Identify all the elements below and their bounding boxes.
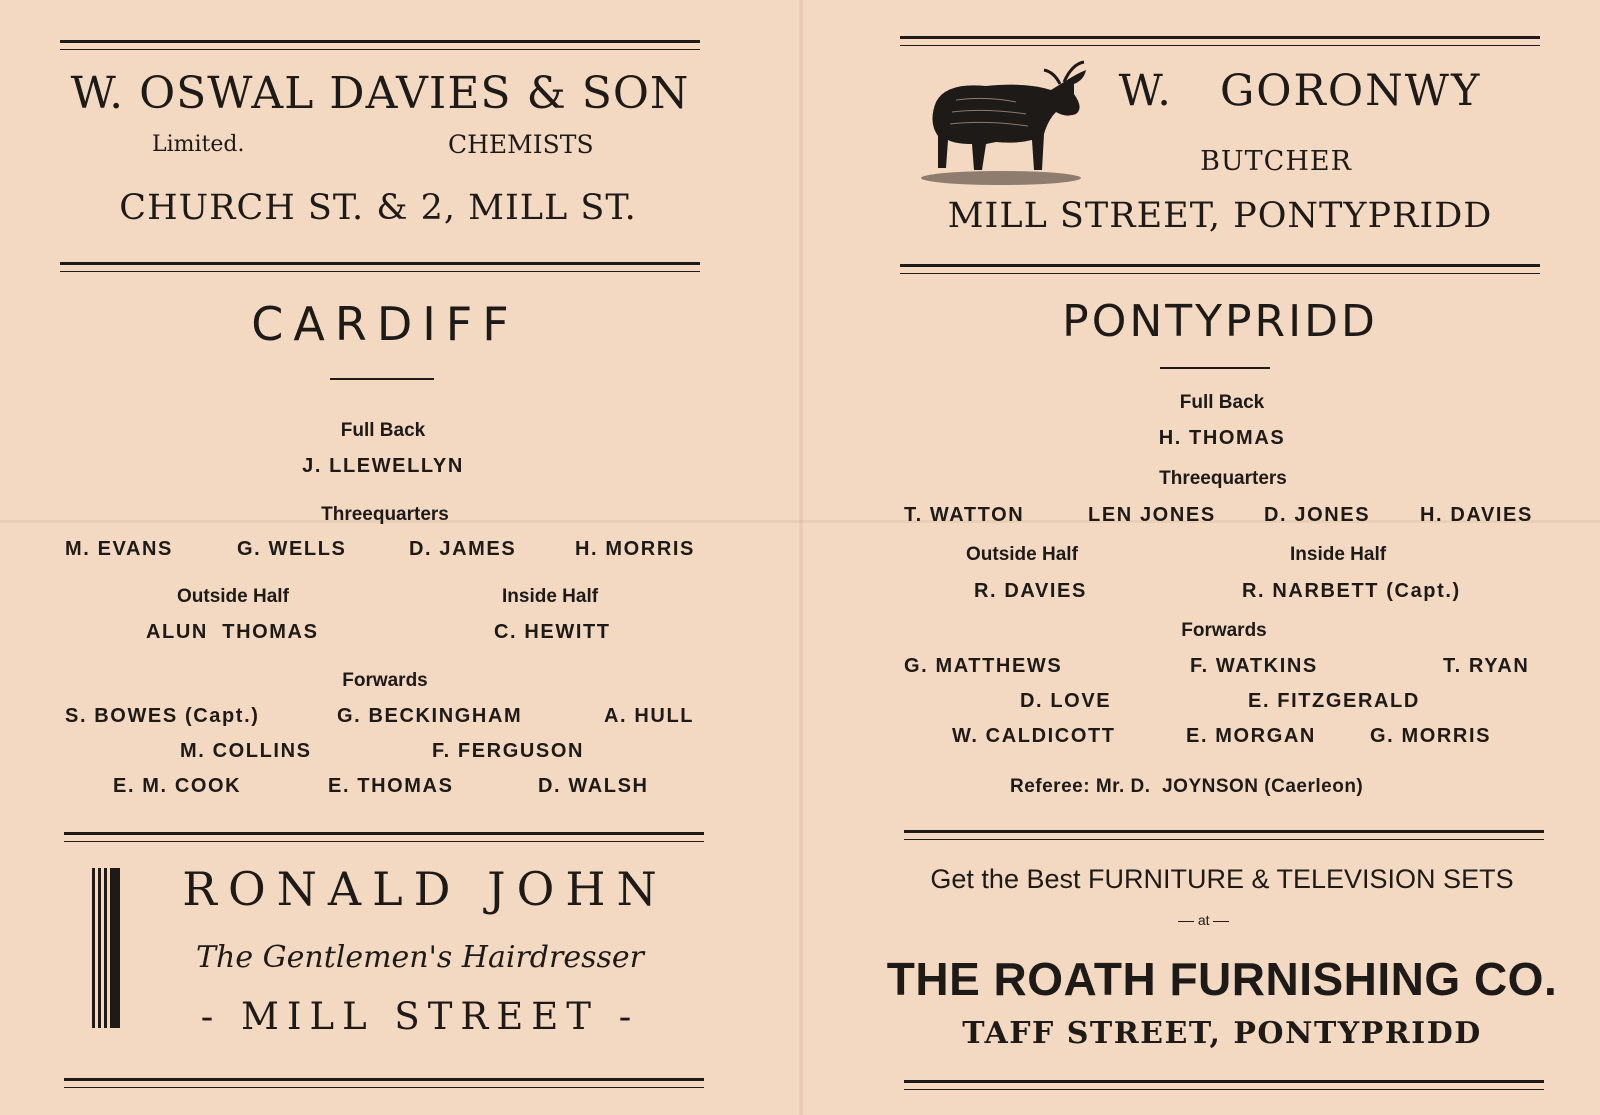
- divider-rule: [64, 1078, 704, 1088]
- forward-player: F. FERGUSON: [432, 740, 585, 762]
- forward-player: T. RYAN: [1443, 655, 1530, 677]
- outside-half-player: R. DAVIES: [974, 580, 1087, 602]
- forward-player: G. BECKINGHAM: [337, 705, 523, 727]
- threequarter-player: T. WATTON: [904, 504, 1025, 526]
- chemist-address: CHURCH ST. & 2, MILL ST.: [119, 188, 637, 228]
- divider-rule: [60, 40, 700, 50]
- chemist-company-name: W. OSWAL DAVIES & SON: [70, 68, 690, 119]
- inside-half-player: R. NARBETT (Capt.): [1242, 580, 1461, 602]
- inside-half-label: Inside Half: [1290, 544, 1387, 565]
- hairdresser-address: - MILL STREET -: [200, 995, 640, 1038]
- furnishing-at-text: at: [1197, 912, 1210, 928]
- threequarter-player: LEN JONES: [1088, 504, 1216, 526]
- outside-half-player: ALUN THOMAS: [146, 621, 319, 643]
- forward-player: S. BOWES (Capt.): [65, 705, 260, 727]
- forwards-label: Forwards: [1181, 620, 1267, 641]
- team-name-cardiff: CARDIFF: [251, 297, 519, 351]
- threequarters-label: Threequarters: [1159, 468, 1287, 489]
- threequarter-player: H. MORRIS: [575, 538, 695, 560]
- forward-player: G. MORRIS: [1370, 725, 1492, 747]
- threequarter-player: G. WELLS: [237, 538, 347, 560]
- forward-player: D. WALSH: [538, 775, 649, 797]
- forward-player: G. MATTHEWS: [904, 655, 1063, 677]
- threequarters-label: Threequarters: [321, 504, 449, 525]
- hairdresser-tagline: The Gentlemen's Hairdresser: [196, 940, 644, 975]
- chemist-trade: CHEMISTS: [448, 130, 594, 159]
- divider-rule: [904, 830, 1544, 840]
- hairdresser-name: RONALD JOHN: [182, 862, 668, 916]
- divider-rule: [64, 832, 704, 842]
- divider-rule: [900, 264, 1540, 274]
- full-back-player: J. LLEWELLYN: [302, 455, 464, 477]
- full-back-player: H. THOMAS: [1158, 427, 1286, 449]
- furnishing-company-name: THE ROATH FURNISHING CO.: [886, 953, 1558, 1005]
- forward-player: M. COLLINS: [180, 740, 312, 762]
- short-rule: [330, 378, 434, 380]
- hairdresser-bars-ornament: [92, 868, 120, 1028]
- full-back-label: Full Back: [340, 420, 426, 441]
- referee-line: Referee: Mr. D. JOYNSON (Caerleon): [1010, 776, 1364, 797]
- page-fold: [798, 0, 804, 1115]
- threequarter-player: D. JONES: [1264, 504, 1371, 526]
- forward-player: A. HULL: [604, 705, 695, 727]
- divider-rule: [900, 36, 1540, 46]
- butcher-company-name: W. GORONWY: [1118, 66, 1482, 116]
- inside-half-label: Inside Half: [502, 586, 599, 607]
- bull-illustration: [916, 52, 1096, 188]
- full-back-label: Full Back: [1179, 392, 1265, 413]
- threequarter-player: D. JAMES: [409, 538, 517, 560]
- divider-rule: [904, 1080, 1544, 1090]
- inside-half-player: C. HEWITT: [494, 621, 611, 643]
- threequarter-player: M. EVANS: [65, 538, 173, 560]
- furnishing-address: TAFF STREET, PONTYPRIDD: [962, 1016, 1482, 1051]
- forwards-label: Forwards: [342, 670, 428, 691]
- forward-player: F. WATKINS: [1190, 655, 1318, 677]
- furnishing-at: [1178, 912, 1229, 928]
- forward-player: E. THOMAS: [328, 775, 454, 797]
- outside-half-label: Outside Half: [966, 544, 1078, 565]
- team-name-pontypridd: PONTYPRIDD: [1062, 296, 1378, 347]
- divider-rule: [60, 262, 700, 272]
- forward-player: W. CALDICOTT: [952, 725, 1116, 747]
- butcher-address: MILL STREET, PONTYPRIDD: [947, 196, 1493, 236]
- forward-player: E. M. COOK: [113, 775, 242, 797]
- forward-player: E. MORGAN: [1186, 725, 1316, 747]
- chemist-limited: Limited.: [152, 132, 245, 157]
- threequarter-player: H. DAVIES: [1420, 504, 1533, 526]
- furnishing-tagline: Get the Best FURNITURE & TELEVISION SETS: [930, 864, 1514, 894]
- short-rule: [1160, 367, 1270, 369]
- forward-player: D. LOVE: [1020, 690, 1112, 712]
- outside-half-label: Outside Half: [177, 586, 289, 607]
- butcher-trade: BUTCHER: [1200, 146, 1352, 177]
- forward-player: E. FITZGERALD: [1248, 690, 1420, 712]
